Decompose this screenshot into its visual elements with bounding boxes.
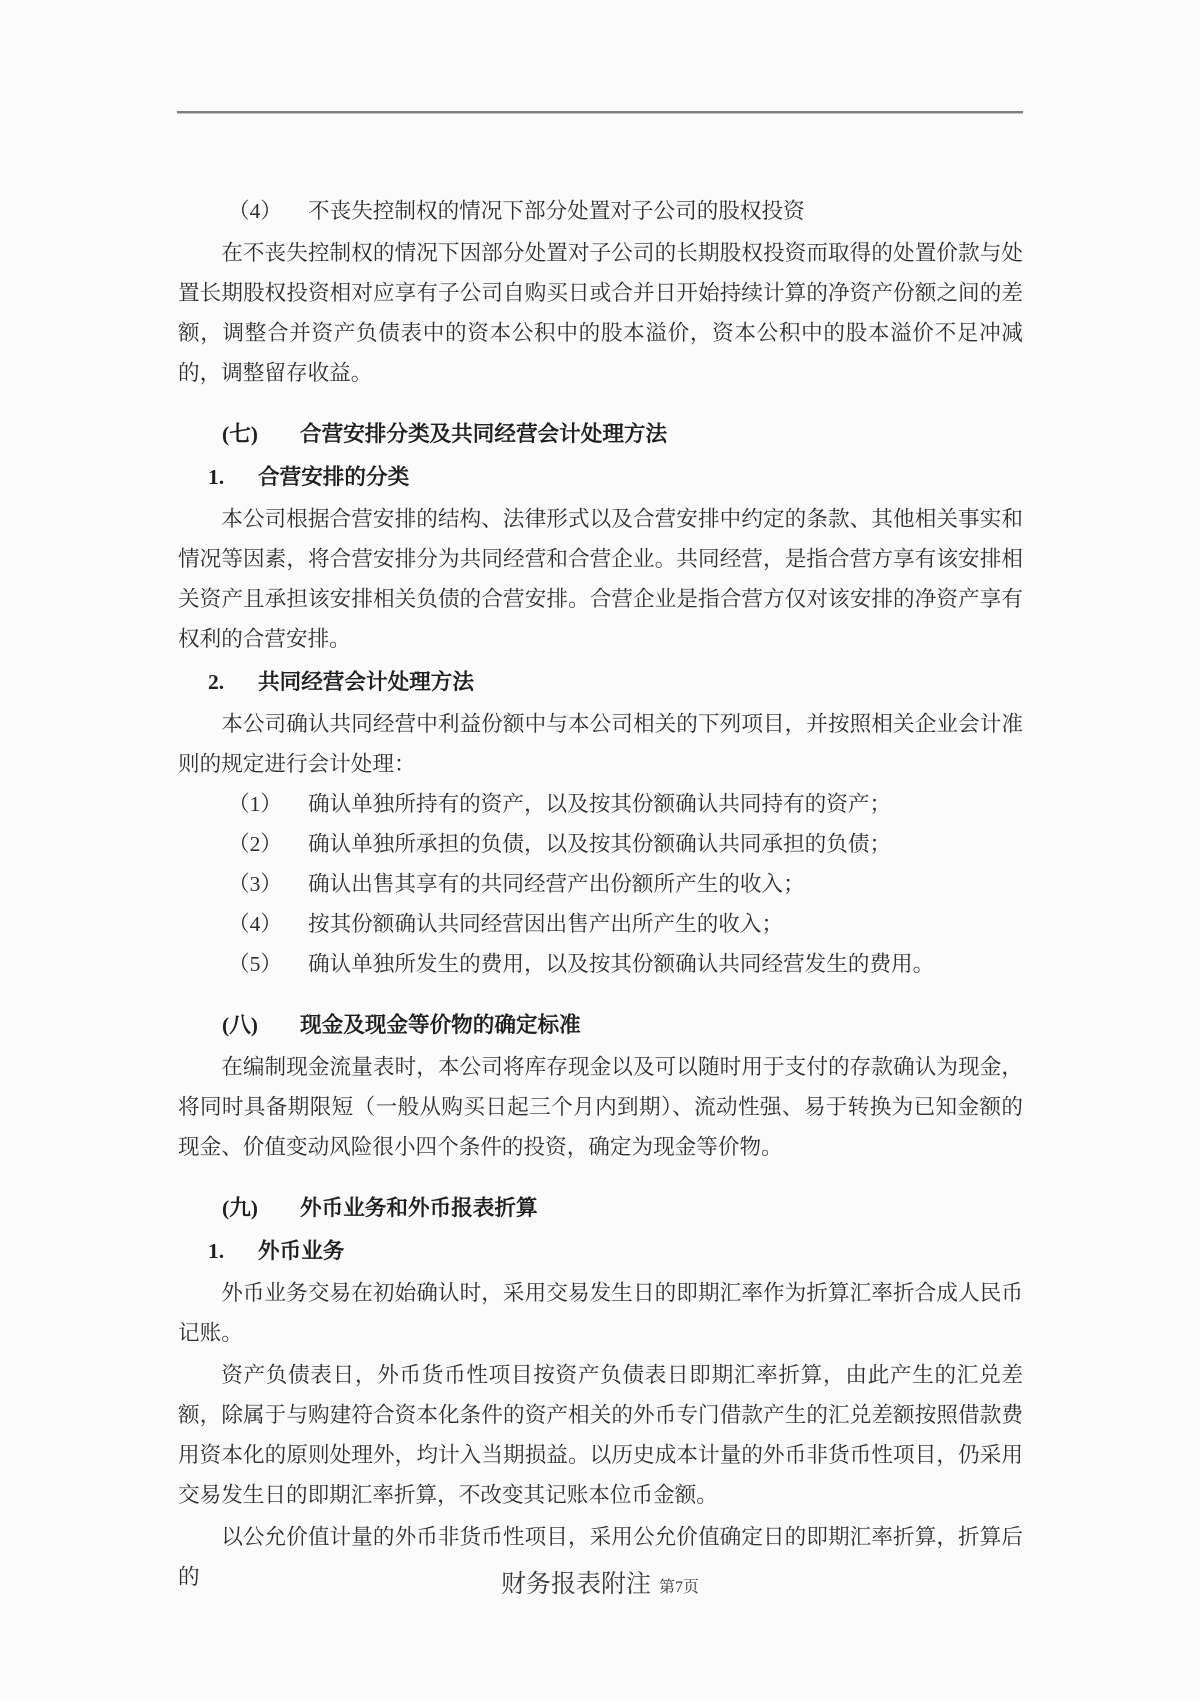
clause-heading-label: （4） xyxy=(228,199,282,223)
list-item-text: 确认单独所发生的费用，以及按其份额确认共同经营发生的费用。 xyxy=(308,952,935,976)
list-item-label: （2） xyxy=(228,832,282,856)
section-heading-label: (七) xyxy=(222,422,258,446)
list-item xyxy=(178,904,1023,944)
page-footer xyxy=(0,1564,1200,1600)
footer-title: 财务报表附注 xyxy=(500,1571,651,1598)
list-item-label: （3） xyxy=(228,872,282,896)
clause-heading xyxy=(178,191,1023,231)
header-rule xyxy=(177,111,1023,114)
section-heading-label: (八) xyxy=(222,1013,258,1037)
footer-page-number: 第7页 xyxy=(659,1579,700,1596)
sub-heading-text: 合营安排的分类 xyxy=(258,465,410,489)
sub-heading xyxy=(178,1231,1023,1271)
document-content xyxy=(178,191,1023,1597)
list-item-text: 按其份额确认共同经营因出售产出所产生的收入； xyxy=(308,912,784,936)
sub-heading-text: 外币业务 xyxy=(258,1239,345,1263)
paragraph: 在不丧失控制权的情况下因部分处置对子公司的长期股权投资而取得的处置价款与处置长期股权投资相对应享有子公司自购买日或合并日开始持续计算的净资产份额之间的差额，调整合并资产负债表中的资本公积中的股本溢价，资本公积中的股本溢价不足冲减的，调整留存收益。 xyxy=(178,241,1023,385)
section-heading-label: (九) xyxy=(222,1196,258,1220)
section-heading xyxy=(178,414,1023,454)
sub-heading-text: 共同经营会计处理方法 xyxy=(258,670,474,694)
paragraph: 在编制现金流量表时，本公司将库存现金以及可以随时用于支付的存款确认为现金，将同时具备期限短（一般从购买日起三个月内到期）、流动性强、易于转换为已知金额的现金、价值变动风险很小四个条件的投资，确定为现金等价物。 xyxy=(178,1055,1023,1159)
list-item-text: 确认单独所持有的资产，以及按其份额确认共同持有的资产； xyxy=(308,792,892,816)
sub-heading xyxy=(178,662,1023,702)
paragraph: 外币业务交易在初始确认时，采用交易发生日的即期汇率作为折算汇率折合成人民币记账。 xyxy=(178,1281,1023,1345)
section-heading-text: 现金及现金等价物的确定标准 xyxy=(300,1013,581,1037)
section-heading-text: 合营安排分类及共同经营会计处理方法 xyxy=(300,422,668,446)
clause-heading-text: 不丧失控制权的情况下部分处置对子公司的股权投资 xyxy=(308,199,805,223)
list-item-label: （5） xyxy=(228,952,282,976)
list-item-text: 确认出售其享有的共同经营产出份额所产生的收入； xyxy=(308,872,805,896)
list-item-text: 确认单独所承担的负债，以及按其份额确认共同承担的负债； xyxy=(308,832,892,856)
list-item xyxy=(178,944,1023,984)
sub-heading-label: 2. xyxy=(208,670,225,694)
list-item xyxy=(178,824,1023,864)
list-item xyxy=(178,784,1023,824)
section-heading xyxy=(178,1005,1023,1045)
section-heading xyxy=(178,1188,1023,1228)
paragraph: 本公司根据合营安排的结构、法律形式以及合营安排中约定的条款、其他相关事实和情况等因素，将合营安排分为共同经营和合营企业。共同经营，是指合营方享有该安排相关资产且承担该安排相关负债的合营安排。合营企业是指合营方仅对该安排的净资产享有权利的合营安排。 xyxy=(178,507,1023,651)
list-item-label: （1） xyxy=(228,792,282,816)
paragraph: 以公允价值计量的外币非货币性项目，采用公允价值确定日的即期汇率折算，折算后的 xyxy=(178,1525,1023,1589)
list-item-label: （4） xyxy=(228,912,282,936)
sub-heading xyxy=(178,457,1023,497)
sub-heading-label: 1. xyxy=(208,465,225,489)
paragraph: 本公司确认共同经营中利益份额中与本公司相关的下列项目，并按照相关企业会计准则的规定进行会计处理： xyxy=(178,712,1023,776)
list-item xyxy=(178,864,1023,904)
paragraph: 资产负债表日，外币货币性项目按资产负债表日即期汇率折算，由此产生的汇兑差额，除属于与购建符合资本化条件的资产相关的外币专门借款产生的汇兑差额按照借款费用资本化的原则处理外，均计入当期损益。以历史成本计量的外币非货币性项目，仍采用交易发生日的即期汇率折算，不改变其记账本位币金额。 xyxy=(178,1363,1023,1507)
section-heading-text: 外币业务和外币报表折算 xyxy=(300,1196,538,1220)
sub-heading-label: 1. xyxy=(208,1239,225,1263)
